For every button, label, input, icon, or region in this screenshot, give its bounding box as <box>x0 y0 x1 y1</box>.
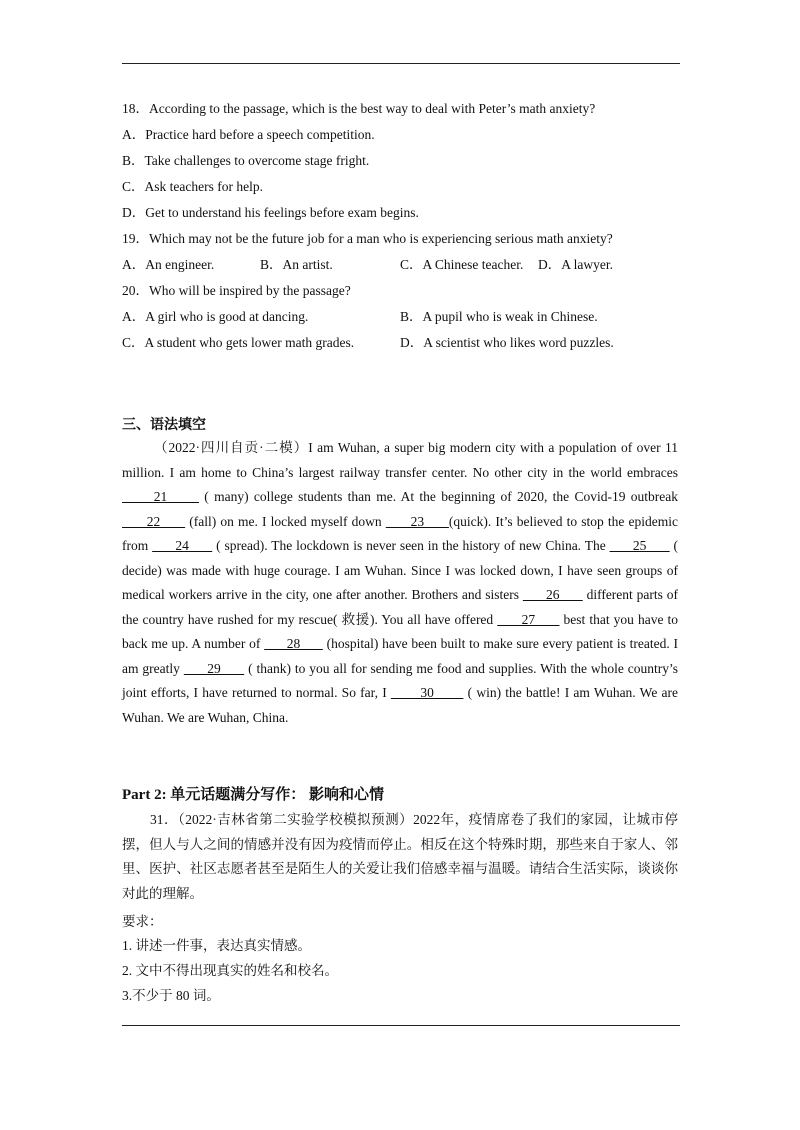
q19-option-c: C．A Chinese teacher. <box>400 257 524 272</box>
requirements-title: 要求： <box>122 914 163 929</box>
passage-text: different parts of the country have rushed for my rescue( 救援). You all have offered <box>122 587 679 627</box>
part2-title: Part 2: 单元话题满分写作： 影响和心情 <box>122 787 385 803</box>
q18-option-c: C．Ask teachers for help. <box>122 179 263 194</box>
passage-text: ( win) the battle! I am Wuhan. We are Wuhan. We are Wuhan, China. <box>122 685 678 725</box>
q20-option-c: C．A student who gets lower math grades. <box>122 335 355 350</box>
blank-28[interactable]: 28 <box>264 636 323 651</box>
q20-option-a: A．A girl who is good at dancing. <box>122 309 309 324</box>
blank-24[interactable]: 24 <box>152 538 213 553</box>
passage-text: ( many) college students than me. At the beginning of 2020, the Covid-19 outbreak <box>199 489 678 504</box>
blank-22[interactable]: 22 <box>122 513 186 529</box>
blank-29[interactable]: 29 <box>183 660 245 676</box>
footer-rule <box>122 1025 680 1026</box>
q20-option-d: D．A scientist who likes word puzzles. <box>400 335 614 350</box>
passage-text: ( decide) was made with huge courage. I am Wuhan. Since I was locked down, I have seen groups of medical workers arrive in the city, one after another. Brothers and sisters <box>122 538 679 602</box>
q18-stem: 18．According to the passage, which is the best way to deal with Peter’s math anxiety? <box>122 101 596 116</box>
blank-25[interactable]: 25 <box>609 538 670 553</box>
q18-option-d: D．Get to understand his feelings before exam begins. <box>122 205 419 220</box>
requirement-3: 3.不少于 80 词。 <box>122 988 220 1003</box>
blank-30[interactable]: 30 <box>390 685 464 700</box>
q18-option-a: A．Practice hard before a speech competition. <box>122 127 375 142</box>
header-rule <box>122 63 680 64</box>
blank-23[interactable]: 23 <box>385 513 449 529</box>
writing-prompt: 31．（2022·吉林省第二实验学校模拟预测）2022年，疫情席卷了我们的家园，让城市停摆，但人与人之间的情感并没有因为疫情而停止。相反在这个特殊时期，那些来自于家人、邻里、医护、社区志愿者甚至是陌生人的关爱让我们倍感幸福与温暖。请结合生活实际，谈谈你对此的理解。 <box>122 812 678 901</box>
passage-text: best that you have to back me up. A number of <box>122 611 679 651</box>
grammar-section-title: 三、语法填空 <box>122 418 206 433</box>
requirement-2: 2. 文中不得出现真实的姓名和校名。 <box>122 963 338 978</box>
blank-21[interactable]: 21 <box>122 489 199 504</box>
passage-text: (hospital) have been built to make sure every patient is treated. I am greatly <box>122 636 678 676</box>
passage-text: （2022·四川自贡·二模）I am Wuhan, a super big modern city with a population of over 11 million. I am home to China’s largest railway transfer center. No other city in the world embraces <box>122 440 678 480</box>
q19-stem: 19．Which may not be the future job for a man who is experiencing serious math anxiety? <box>122 231 613 246</box>
q19-option-b: B．An artist. <box>260 257 333 272</box>
q18-option-b: B．Take challenges to overcome stage fright. <box>122 153 370 168</box>
passage-text: ( thank) to you all for sending me food and supplies. With the whole country’s joint efforts, I have returned to normal. So far, I <box>122 660 679 700</box>
passage-text: (quick). It’s believed to stop the epidemic from <box>122 513 678 553</box>
grammar-passage <box>122 436 678 730</box>
q20-stem: 20．Who will be inspired by the passage? <box>122 283 351 298</box>
passage-text: ( spread). The lockdown is never seen in the history of new China. The <box>212 538 610 553</box>
blank-26[interactable]: 26 <box>522 587 583 602</box>
requirement-1: 1. 讲述一件事，表达真实情感。 <box>122 938 311 953</box>
q19-option-a: A．An engineer. <box>122 257 215 272</box>
blank-27[interactable]: 27 <box>497 611 560 627</box>
passage-text: (fall) on me. I locked myself down <box>185 513 386 529</box>
q19-option-d: D．A lawyer. <box>538 257 613 272</box>
q20-option-b: B．A pupil who is weak in Chinese. <box>400 309 598 324</box>
